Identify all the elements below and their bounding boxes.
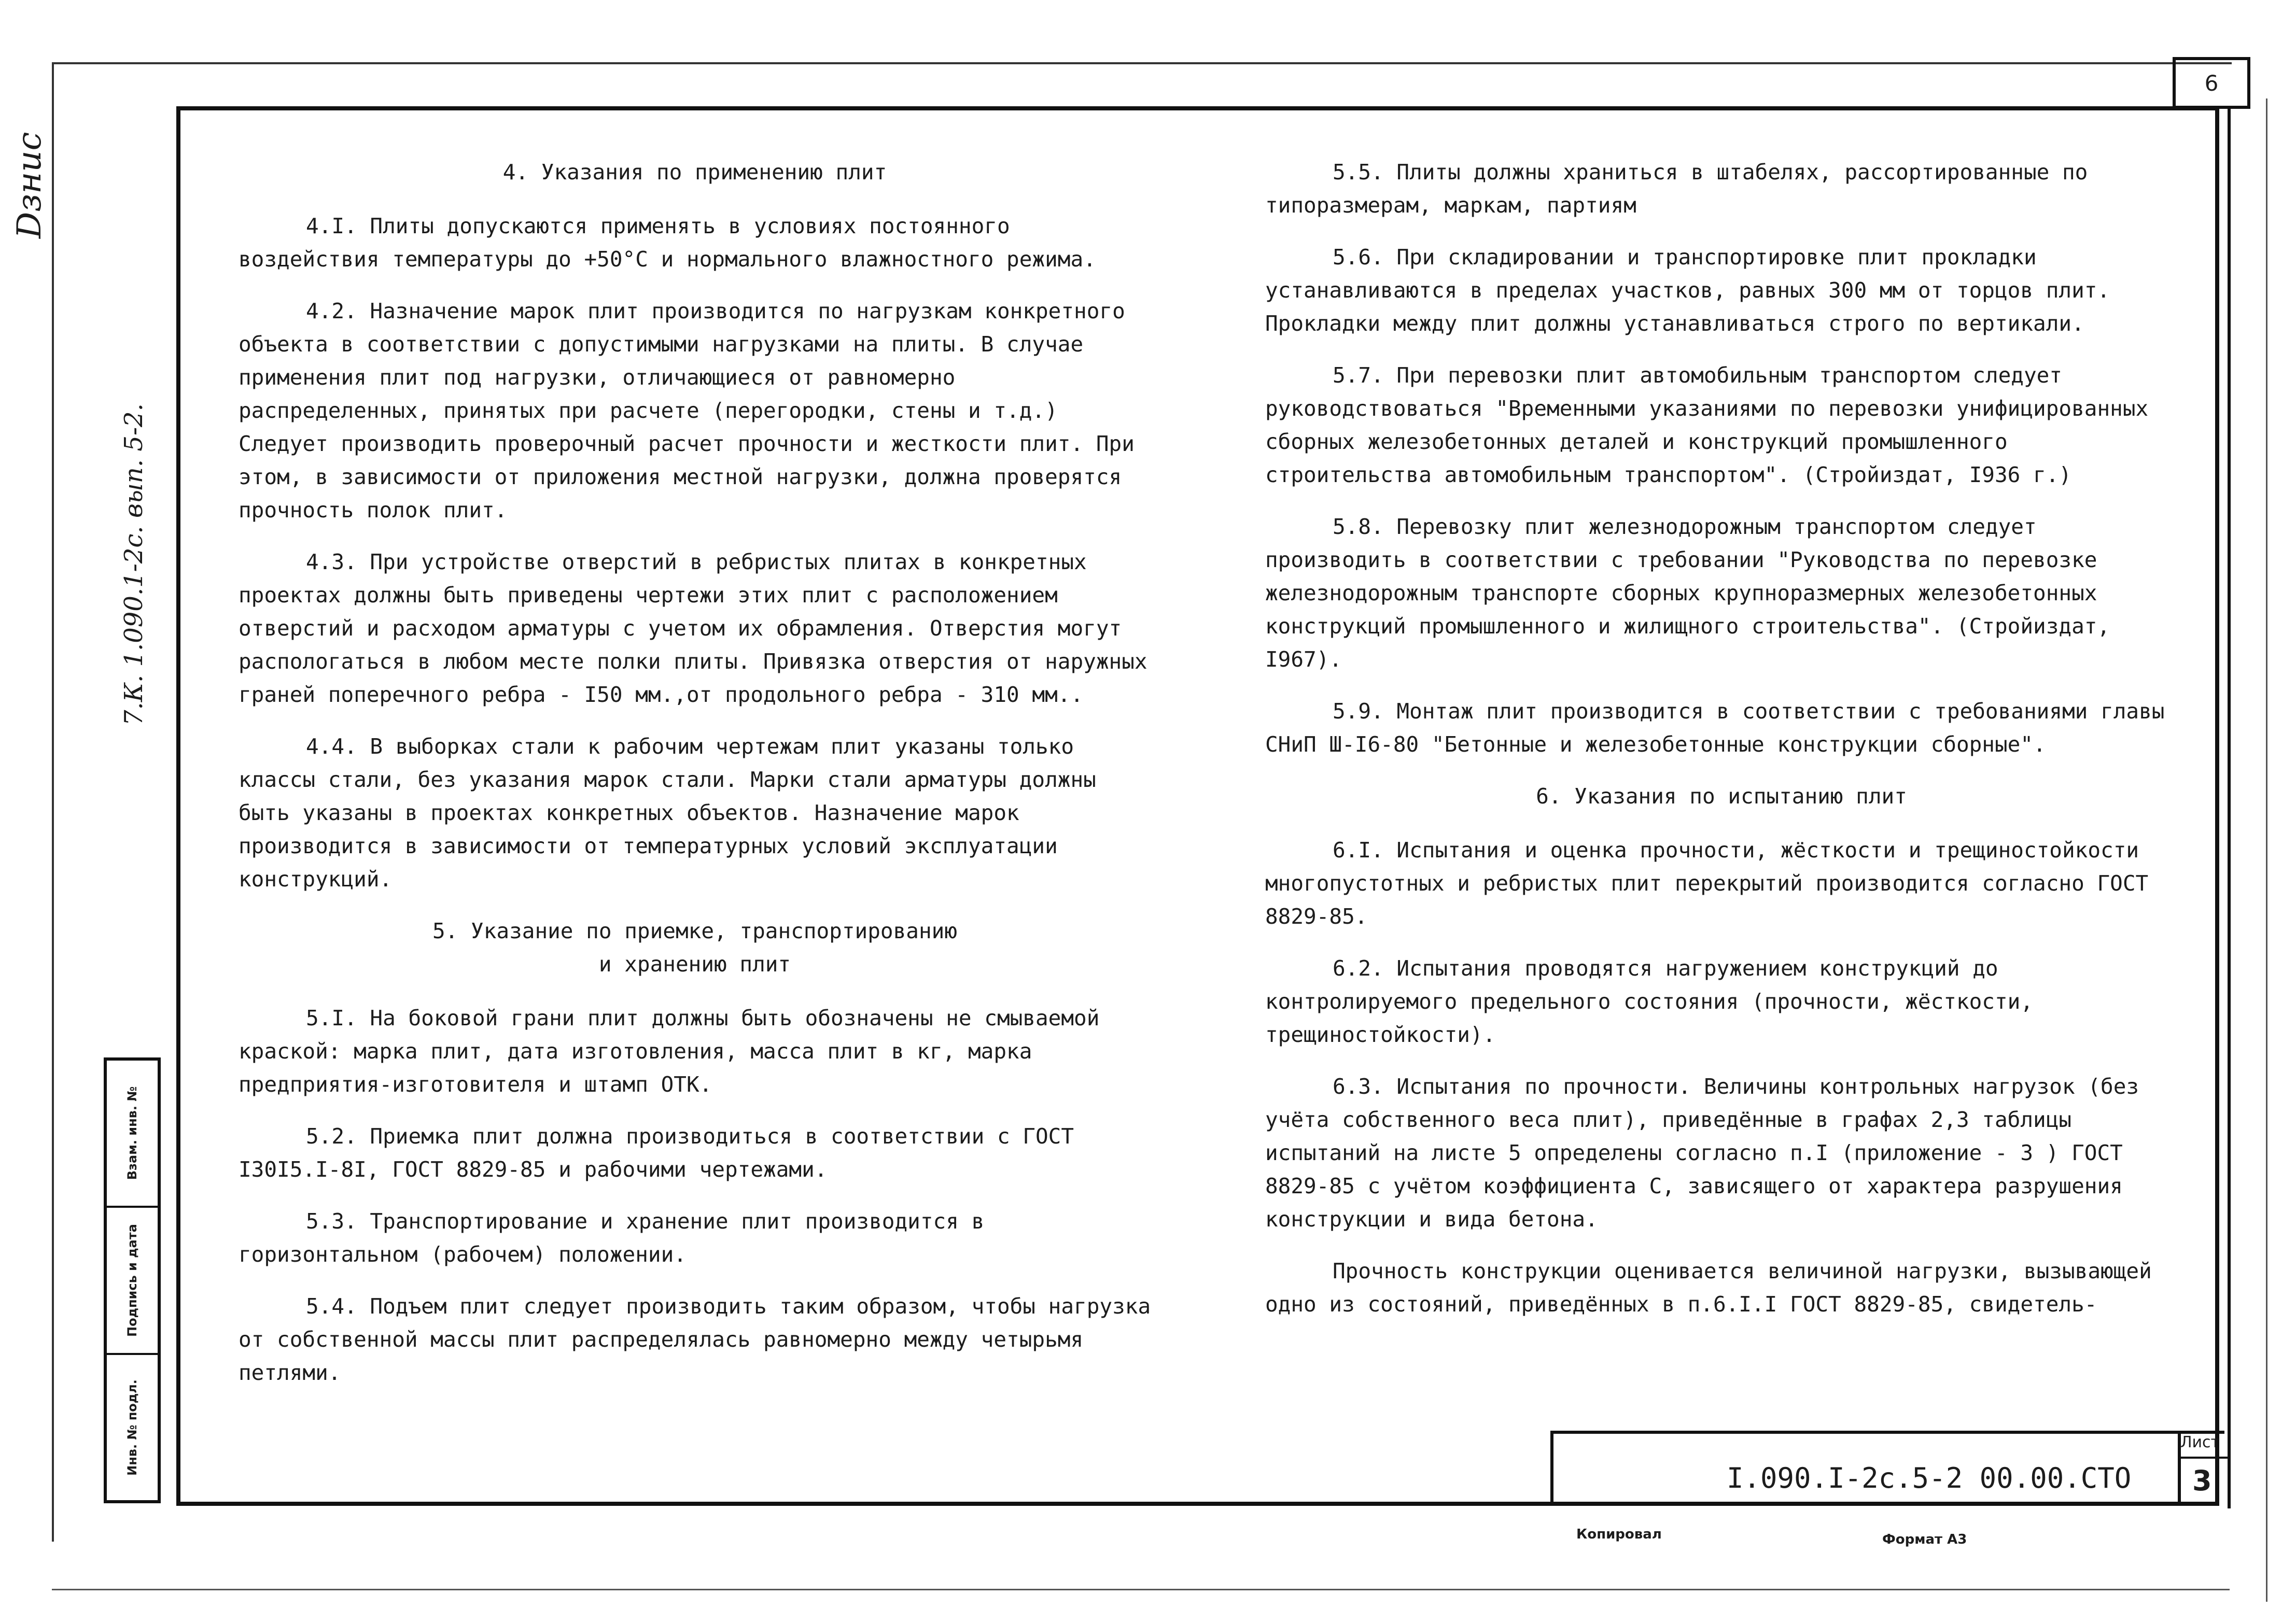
paragraph: 4.3. При устройстве отверстий в ребристых плитах в конкретных проектах должны быть приведены чертежи этих плит с расположением отверстий и расходом арматуры с учетом их обрамления. Отверстия могут распологаться в любом месте полки плиты. Привязка отверстия от наружных граней поперечного ребра - I50 мм.,от продольного ребра - 310 мм.. bbox=[239, 549, 1160, 707]
left-column bbox=[239, 156, 1164, 1408]
side-handwritten-note: 7.К. 1.090.1-2с. вып. 5-2. bbox=[119, 403, 148, 726]
side-stamp-table bbox=[104, 1057, 161, 1503]
paragraph: 5.8. Перевозку плит железнодорожным транспортом следует производить в соответствии с требовании "Руководства по перевозке железнодорожным транспорте сборных крупноразмерных железобетонных конструкций промышленного и жилищного строительства". (Стройиздат, I967). bbox=[1265, 514, 2123, 672]
right-column bbox=[1265, 156, 2178, 1339]
stamp-cell bbox=[107, 1208, 158, 1355]
paragraph: 5.4. Подъем плит следует производить таким образом, чтобы нагрузка от собственной массы плит распределялась равномерно между четырьмя петлями. bbox=[239, 1294, 1164, 1385]
signature: Dзнис bbox=[10, 132, 49, 238]
paragraph: 5.6. При складировании и транспортировке плит прокладки устанавливаются в пределах участков, равных 300 мм от торцов плит. Прокладки между плит должны устанавливаться строго по вертикали. bbox=[1265, 245, 2123, 336]
paragraph: 6.2. Испытания проводятся нагружением конструкций до контролируемого предельного состояния (прочности, жёсткости, трещиностойкости). bbox=[1265, 956, 2046, 1047]
stamp-label: Подпись и дата bbox=[125, 1224, 139, 1337]
paragraph: 6.I. Испытания и оценка прочности, жёсткости и трещиностойкости многопустотных и ребристых плит перекрытий производится согласно ГОСТ 8829-85. bbox=[1265, 838, 2161, 929]
paragraph: 4.2. Назначение марок плит производится по нагрузкам конкретного объекта в соответствии с допустимыми нагрузками на плиты. В случае применения плит под нагрузки, отличающиеся от равномерно распределенных, принятых при расчете (перегородки, стены и т.д.) Следует производить проверочный расчет прочности и жесткости плит. При этом, в зависимости от приложения местной нагрузки, должна проверятся прочность полок плит. bbox=[239, 299, 1147, 523]
footer-format: Формат А3 bbox=[1882, 1532, 1967, 1547]
paragraph: 5.7. При перевозки плит автомобильным транспортом следует руководствоваться "Временными указаниями по перевозки унифицированных сборных железобетонных деталей и конструкций промышленного строительства автомобильным транспортом". (Стройиздат, I936 г.) bbox=[1265, 363, 2161, 487]
stamp-cell bbox=[107, 1061, 158, 1208]
paragraph: Прочность конструкции оценивается величиной нагрузки, вызывающей одно из состояний, приведённых в п.6.I.I ГОСТ 8829-85, свидетель- bbox=[1265, 1259, 2165, 1317]
paragraph: 6.3. Испытания по прочности. Величины контрольных нагрузок (без учёта собственного веса плит), приведённые в графах 2,3 таблицы испытаний на листе 5 определены согласно п.I (приложение - 3 ) ГОСТ 8829-85 с учётом коэффициента С, зависящего от характера разрушения конструкции и вида бетона. bbox=[1265, 1074, 2152, 1232]
paragraph: 4.I. Плиты допускаются применять в условиях постоянного воздействия температуры до +50°С и нормального влажностного режима. bbox=[239, 214, 1096, 272]
sheet-divider bbox=[2178, 1457, 2228, 1459]
sheet-label: Лист bbox=[2180, 1433, 2220, 1451]
bottom-edge-line bbox=[52, 1589, 2230, 1590]
stamp-label: Инв. № подл. bbox=[125, 1379, 139, 1476]
paragraph: 4.4. В выборках стали к рабочим чертежам плит указаны только классы стали, без указания марок стали. Марки стали арматуры должны быть указаны в проектах конкретных объектов. Назначение марок производится в зависимости от температурных условий эксплуатации конструкций. bbox=[239, 734, 1109, 892]
paragraph: 5.I. На боковой грани плит должны быть обозначены не смываемой краской: марка плит, дата изготовления, масса плит в кг, марка предприятия-изготовителя и штамп ОТК. bbox=[239, 1006, 1113, 1097]
frame-right-double-line bbox=[2228, 109, 2231, 1508]
paragraph: 5.3. Транспортирование и хранение плит производится в горизонтальном (рабочем) положении. bbox=[239, 1209, 997, 1267]
section-heading: 4. Указания по применению плит bbox=[502, 160, 887, 185]
footer-copied-by: Копировал bbox=[1576, 1527, 1662, 1542]
paragraph: 5.2. Приемка плит должна производиться в соответствии с ГОСТ I30I5.I-8I, ГОСТ 8829-85 и рабочими чертежами. bbox=[239, 1124, 1087, 1182]
stamp-cell bbox=[107, 1355, 158, 1500]
paragraph: 5.5. Плиты должны храниться в штабелях, рассортированные по типоразмерам, маркам, партиям bbox=[1265, 160, 2101, 218]
right-edge-line bbox=[2266, 98, 2267, 1602]
section-heading: 6. Указания по испытанию плит bbox=[1536, 784, 1907, 809]
sheet-number: 3 bbox=[2192, 1464, 2212, 1497]
stamp-label: Взам. инв. № bbox=[125, 1086, 139, 1180]
document-code: I.090.I-2c.5-2 00.00.CTO bbox=[1727, 1462, 2132, 1494]
paragraph: 5.9. Монтаж плит производится в соответствии с требованиями главы СНиП Ш-I6-80 "Бетонные и железобетонные конструкции сборные". bbox=[1265, 699, 2178, 757]
page-number: 6 bbox=[2173, 57, 2250, 109]
section-heading: 5. Указание по приемке, транспортированию и хранению плит bbox=[432, 919, 958, 977]
